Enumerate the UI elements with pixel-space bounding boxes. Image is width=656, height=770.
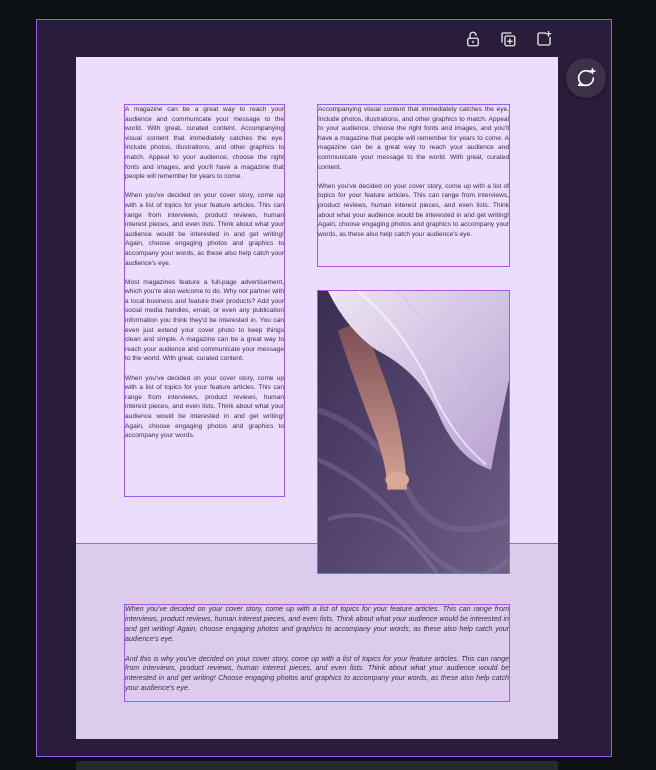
- paragraph: When you've decided on your cover story, come up with a list of topics for your feature articles. This can range from interviews, product reviews, human interest pieces, and even lists. Think about what your audience would be interested in and get writing! Again, choose engaging photos and graphics to accompany your words.: [125, 374, 284, 440]
- duplicate-icon[interactable]: [498, 29, 518, 49]
- text-bottom-block[interactable]: [124, 604, 510, 702]
- text-column-right[interactable]: [317, 104, 510, 267]
- lock-icon[interactable]: [463, 29, 483, 49]
- paragraph: And this is why you've decided on your cover story, come up with a list of topics for your feature articles. This can range from interviews, product reviews, human interest pieces, and even lists. Think about what your audience would be interested in and get writing! Choose engaging photos and graphics to accompany your words, as these also help catch your audience's eye.: [125, 654, 509, 693]
- paragraph: Accompanying visual content that immediately catches the eye. Include photos, illustrations, and other graphics to match. Appeal to your audience, choose the right fonts and images, and you'll have a magazine that people will remember for years to come. A magazine can be a great way to reach your audience and communicate your message to the world. With great, curated content.: [318, 106, 509, 171]
- paragraph: Most magazines feature a full-page advertisement, which you're also welcome to do. Why not partner with a local business and feature their products? Add your social media handles, email, or even any publication information you think they'd be interested in. You can even just extend your cover photo to keep things clean and simple. A magazine can be a great way to reach your audience and communicate your message to the world. With great, curated content.: [125, 278, 284, 363]
- paragraph: When you've decided on your cover story, come up with a list of topics for your feature articles. This can range from interviews, product reviews, human interest pieces, and even lists. Think about what your audience would be interested in and get writing! Again, choose engaging photos and graphics to accompany your words, as these also help catch your audience's eye.: [318, 182, 509, 238]
- feature-photo[interactable]: [317, 290, 510, 574]
- text-column-left[interactable]: [124, 104, 285, 497]
- paragraph: A magazine can be a great way to reach your audience and communicate your message to the world. With great, curated content. Accompanying visual content that immediately catches the eye. Include photos, illustrations, and other graphics to match. Appeal to your audience, choose the right fonts and images, and you'll have a magazine that people will remember for years to come.: [125, 106, 284, 181]
- photo-image: [318, 291, 509, 573]
- add-page-icon[interactable]: [534, 29, 554, 49]
- page-strip: [76, 761, 558, 770]
- paragraph: When you've decided on your cover story, come up with a list of topics for your feature articles. This can range from interviews, product reviews, human interest pieces, and even lists. Think about what your audience would be interested in and get writing! Again, choose engaging photos and graphics to accompany your words, as these also help catch your audience's eye.: [125, 192, 284, 267]
- paragraph: When you've decided on your cover story, come up with a list of topics for your feature articles. This can range from interviews, product reviews, human interest pieces, and even lists. Think about what your audience would be interested in and get writing! Again, choose engaging photos and graphics to accompany your words, as these also help catch your audience's eye.: [125, 605, 509, 643]
- document-page[interactable]: [76, 57, 558, 739]
- add-comment-icon[interactable]: [566, 58, 606, 98]
